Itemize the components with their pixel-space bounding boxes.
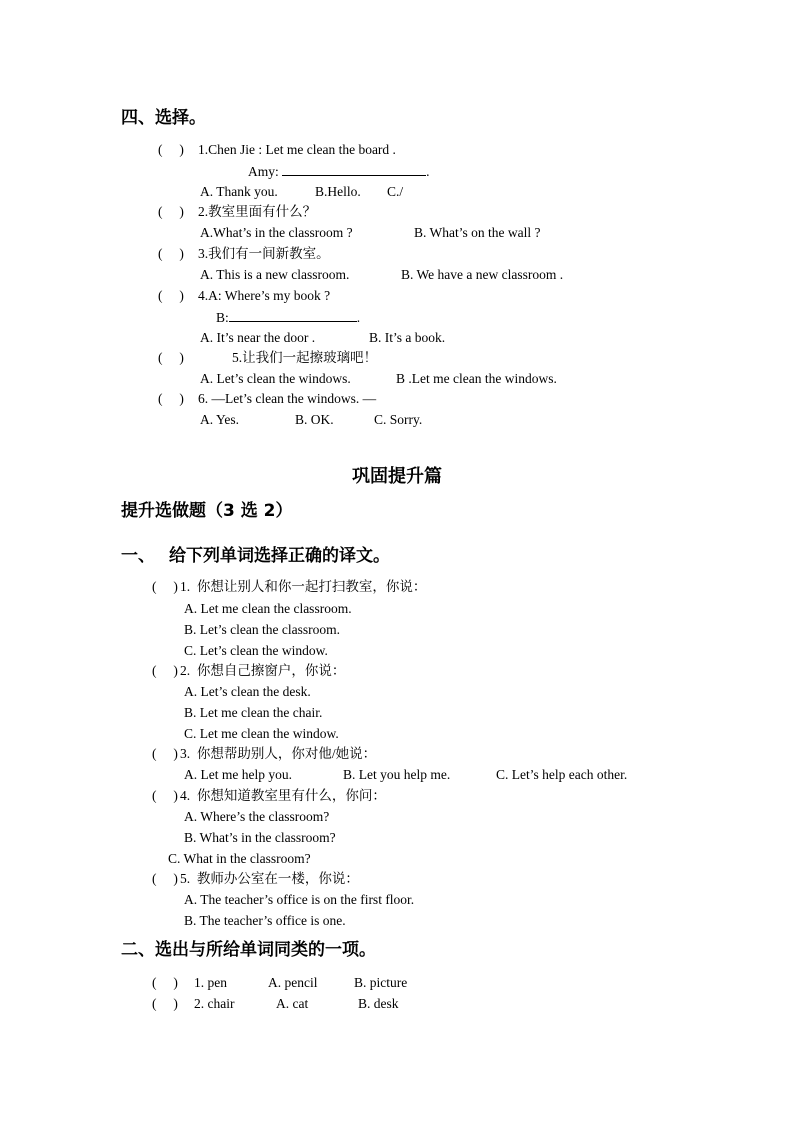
option[interactable]: B. OK. xyxy=(295,412,334,427)
option[interactable]: C. Let’s help each other. xyxy=(496,767,628,782)
question-row xyxy=(158,349,377,367)
question-row xyxy=(152,787,386,805)
speaker-label: B: xyxy=(216,310,229,325)
question-row xyxy=(152,745,376,763)
option[interactable]: B. It’s a book. xyxy=(369,330,446,345)
option[interactable]: C. Sorry. xyxy=(374,412,423,427)
option[interactable]: B.Hello. xyxy=(315,184,361,199)
question-text: 2.教室里面有什么？ xyxy=(198,204,317,219)
section4-title: 四、选择。 xyxy=(121,108,206,128)
question-row xyxy=(158,203,316,221)
answer-blank[interactable]: ( ) xyxy=(158,350,184,365)
section2-title: 二、选出与所给单词同类的一项。 xyxy=(121,940,376,960)
question-text: 4.A: Where’s my book ? xyxy=(198,288,331,303)
option[interactable]: C. Let’s clean the window. xyxy=(184,643,328,658)
option[interactable]: A. It’s near the door . xyxy=(200,330,316,345)
speaker-label: Amy: xyxy=(248,164,279,179)
option[interactable]: A. cat xyxy=(276,996,309,1011)
answer-blank[interactable]: ( ) xyxy=(152,663,178,678)
question-text: 4. 你想知道教室里有什么，你问： xyxy=(180,788,386,803)
answer-blank[interactable]: ( ) xyxy=(152,996,178,1011)
options-row xyxy=(200,329,445,347)
question-row xyxy=(152,662,345,680)
option[interactable]: B. picture xyxy=(354,975,408,990)
option[interactable]: B. Let me clean the chair. xyxy=(184,705,323,720)
question-text: 2. chair xyxy=(194,996,235,1011)
option[interactable]: A. Let me clean the classroom. xyxy=(184,601,352,616)
option[interactable]: C. Let me clean the window. xyxy=(184,726,339,741)
option[interactable]: A. Let’s clean the windows. xyxy=(200,371,351,386)
option[interactable]: B. Let’s clean the classroom. xyxy=(184,622,340,637)
options-row xyxy=(200,224,540,242)
answer-blank[interactable]: ( ) xyxy=(158,246,184,261)
answer-blank[interactable]: ( ) xyxy=(158,204,184,219)
options-row xyxy=(200,411,422,429)
options-row xyxy=(200,370,557,388)
consolidation-title: 巩固提升篇 xyxy=(352,466,442,487)
option[interactable]: B. The teacher’s office is one. xyxy=(184,913,346,928)
answer-blank[interactable]: ( ) xyxy=(158,142,184,157)
option[interactable]: A. Where’s the classroom? xyxy=(184,809,330,824)
question-text: 3. 你想帮助别人，你对他/她说： xyxy=(180,746,377,761)
option[interactable]: B .Let me clean the windows. xyxy=(396,371,557,386)
answer-blank[interactable]: ( ) xyxy=(152,871,178,886)
options-row xyxy=(200,183,403,201)
consolidation-subtitle: 提升选做题（3 选 2） xyxy=(121,501,293,521)
fill-blank[interactable] xyxy=(282,162,426,176)
option[interactable]: B. We have a new classroom . xyxy=(401,267,564,282)
option[interactable]: A. This is a new classroom. xyxy=(200,267,350,282)
option[interactable]: B. What’s in the classroom? xyxy=(184,830,336,845)
question-text: 6. —Let’s clean the windows. — xyxy=(198,391,377,406)
option[interactable]: A. Let’s clean the desk. xyxy=(184,684,311,699)
answer-blank[interactable]: ( ) xyxy=(152,746,178,761)
answer-blank[interactable]: ( ) xyxy=(158,391,184,406)
option[interactable]: B. Let you help me. xyxy=(343,767,451,782)
question-row xyxy=(158,141,396,159)
option[interactable]: A. Yes. xyxy=(200,412,240,427)
question-row xyxy=(152,578,426,596)
option[interactable]: A. Let me help you. xyxy=(184,767,292,782)
options-row xyxy=(200,266,563,284)
option[interactable]: C./ xyxy=(387,184,404,199)
options-row xyxy=(184,766,627,784)
question-row xyxy=(152,995,399,1013)
question-row xyxy=(152,870,359,888)
section-title-text: 给下列单词选择正确的译文。 xyxy=(169,546,390,566)
question-text: 5. 教师办公室在一楼，你说： xyxy=(180,871,359,886)
question-text: 3.我们有一间新教室。 xyxy=(198,246,330,261)
fill-blank[interactable] xyxy=(229,308,357,322)
answer-blank[interactable]: ( ) xyxy=(152,788,178,803)
question-text: 2. 你想自己擦窗户，你说： xyxy=(180,663,346,678)
answer-blank[interactable]: ( ) xyxy=(158,288,184,303)
question-text: 1. 你想让别人和你一起打扫教室，你说： xyxy=(180,579,427,594)
option[interactable]: B. What’s on the wall ? xyxy=(414,225,541,240)
option[interactable]: A.What’s in the classroom ? xyxy=(200,225,353,240)
option[interactable]: C. What in the classroom? xyxy=(168,851,311,866)
answer-line: B: . xyxy=(216,310,361,325)
answer-blank[interactable]: ( ) xyxy=(152,975,178,990)
answer-line: Amy: . xyxy=(248,164,430,179)
question-text: 1.Chen Jie : Let me clean the board . xyxy=(198,142,396,157)
option[interactable]: A. Thank you. xyxy=(200,184,278,199)
question-text: 1. pen xyxy=(194,975,227,990)
question-text: 5.让我们一起擦玻璃吧！ xyxy=(232,350,378,365)
question-row xyxy=(158,287,330,305)
question-row xyxy=(152,974,407,992)
question-row xyxy=(158,390,376,408)
question-row xyxy=(158,245,330,263)
option[interactable]: A. pencil xyxy=(268,975,318,990)
option[interactable]: A. The teacher’s office is on the first floor. xyxy=(184,892,415,907)
option[interactable]: B. desk xyxy=(358,996,399,1011)
answer-blank[interactable]: ( ) xyxy=(152,579,178,594)
section1-title xyxy=(121,545,390,567)
section-number: 一、 xyxy=(121,546,155,566)
